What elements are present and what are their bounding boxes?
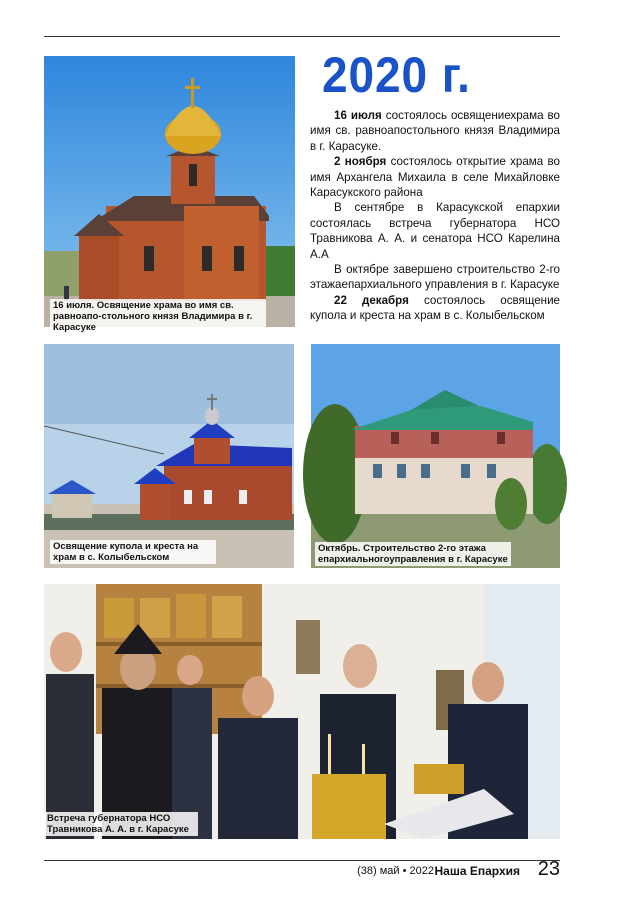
issue-label: (38) май • 2022 bbox=[357, 865, 434, 877]
chronicle-text bbox=[310, 108, 560, 324]
governor-meeting-image bbox=[44, 584, 560, 839]
photo-karasuk-church bbox=[44, 56, 295, 333]
page-number: 23 bbox=[537, 858, 560, 880]
chronicle-entry: 16 июля состоялось освящениехрама во имя св. равноапостольного князя Владимира в г. Карасуке. bbox=[310, 109, 560, 153]
magazine-name: Наша Епархия bbox=[434, 864, 520, 878]
chronicle-entry: В сентябре в Карасукской епархии состоялась встреча губернатора НСО Травникова А. А. и сенатора НСО Карелина А.А bbox=[310, 201, 560, 261]
chronicle-entry: 2 ноября состоялось открытие храма во имя Архангела Михаила в селе Михайловке Карасукского района bbox=[310, 155, 560, 200]
photo4-caption: Встреча губернатора НСО Травникова А. А. в г. Карасуке bbox=[44, 812, 198, 836]
chronicle-entry: В октябре завершено строительство 2-го этажаепархиального управления в г. Карасуке bbox=[310, 263, 560, 292]
church-blue-dome-image bbox=[44, 344, 294, 568]
chronicle-entry: 22 декабря состоялось освящение купола и креста на храм в с. Колыбельском bbox=[310, 293, 560, 323]
photo2-caption: Освящение купола и креста на храм в с. Колыбельском bbox=[50, 540, 216, 564]
photo-governor-meeting bbox=[44, 584, 560, 839]
top-rule bbox=[44, 36, 560, 37]
photo1-caption: 16 июля. Освящение храма во имя св. равноапо-стольного князя Владимира в г. Карасуке bbox=[50, 299, 266, 334]
photo-eparchy-building bbox=[311, 344, 560, 568]
photo-kolybelskoe-church bbox=[44, 344, 294, 568]
photo3-caption: Октябрь. Строительство 2-го этажа епархиальногоуправления в г. Карасуке bbox=[315, 542, 511, 566]
page-footer bbox=[44, 858, 560, 882]
year-heading: 2020 г. bbox=[322, 47, 471, 103]
church-golden-dome-image bbox=[44, 56, 295, 327]
eparchy-building-image bbox=[311, 344, 560, 568]
